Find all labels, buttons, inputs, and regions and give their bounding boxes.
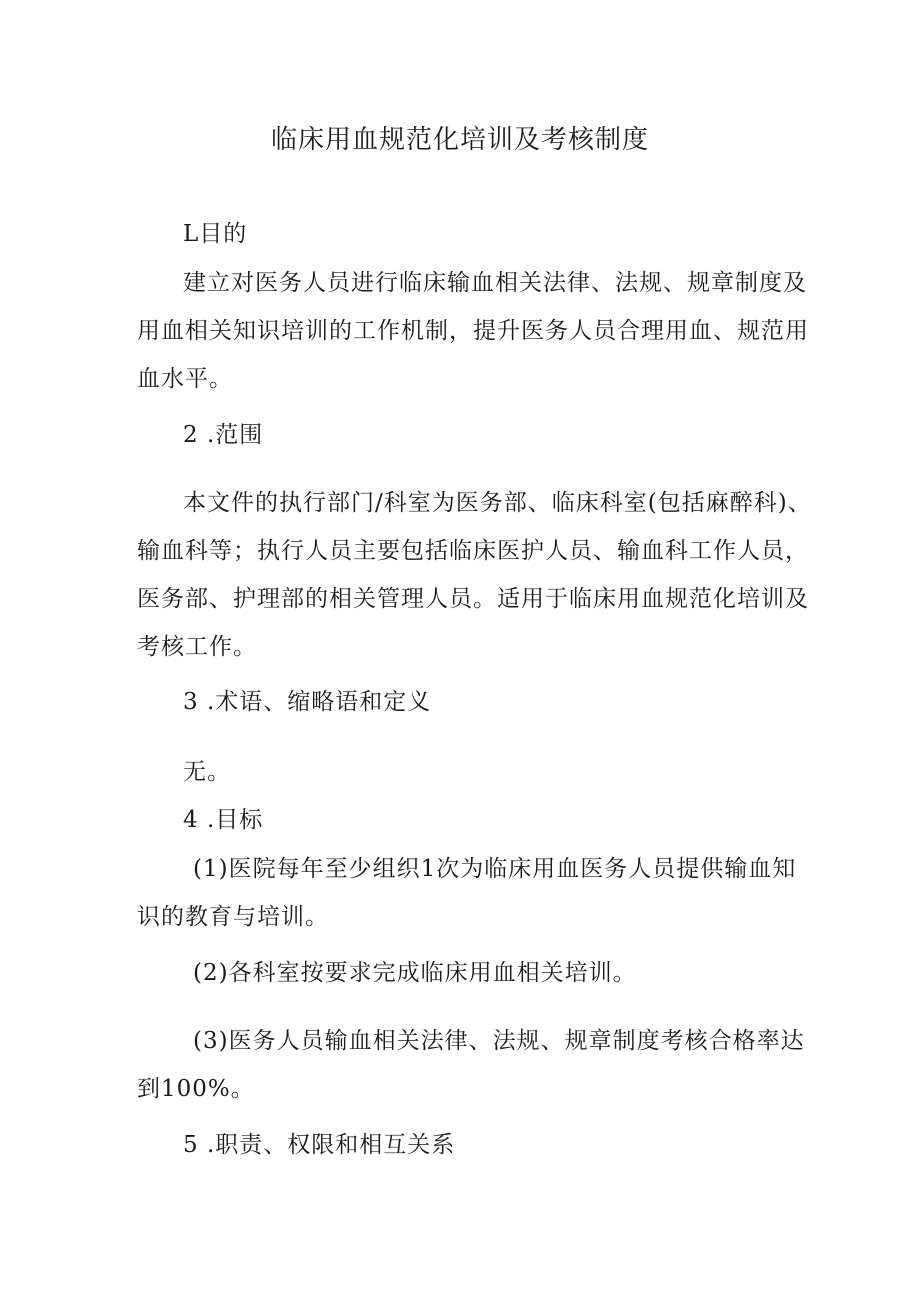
paragraph-line: 医务部、护理部的相关管理人员。适用于临床用血规范化培训及 bbox=[137, 586, 809, 612]
paragraph-line: 识的教育与培训。 bbox=[137, 904, 329, 930]
paragraph-line: 本文件的执行部门/科室为医务部、临床科室(包括麻醉科)、 bbox=[183, 490, 812, 516]
paragraph-line: 建立对医务人员进行临床输血相关法律、法规、规章制度及 bbox=[183, 270, 807, 296]
paragraph-line: 考核工作。 bbox=[137, 634, 257, 660]
section-4-heading: 4 .目标 bbox=[183, 807, 264, 833]
section-5-heading: 5 .职责、权限和相互关系 bbox=[183, 1132, 456, 1158]
section-2-heading: 2 .范围 bbox=[183, 422, 264, 448]
paragraph-line: 无。 bbox=[183, 759, 231, 785]
section-1-heading: L目的 bbox=[183, 221, 248, 247]
list-item: (1)医院每年至少组织1次为临床用血医务人员提供输血知 bbox=[193, 856, 797, 882]
paragraph-line: 到100%。 bbox=[137, 1076, 255, 1102]
paragraph-line: 血水平。 bbox=[137, 366, 233, 392]
list-item: (3)医务人员输血相关法律、法规、规章制度考核合格率达 bbox=[193, 1028, 805, 1054]
list-item: (2)各科室按要求完成临床用血相关培训。 bbox=[193, 960, 637, 986]
document-title: 临床用血规范化培训及考核制度 bbox=[270, 125, 649, 155]
section-3-heading: 3 .术语、缩略语和定义 bbox=[183, 689, 432, 715]
paragraph-line: 用血相关知识培训的工作机制，提升医务人员合理用血、规范用 bbox=[137, 318, 809, 344]
paragraph-line: 输血科等；执行人员主要包括临床医护人员、输血科工作人员， bbox=[137, 538, 809, 564]
